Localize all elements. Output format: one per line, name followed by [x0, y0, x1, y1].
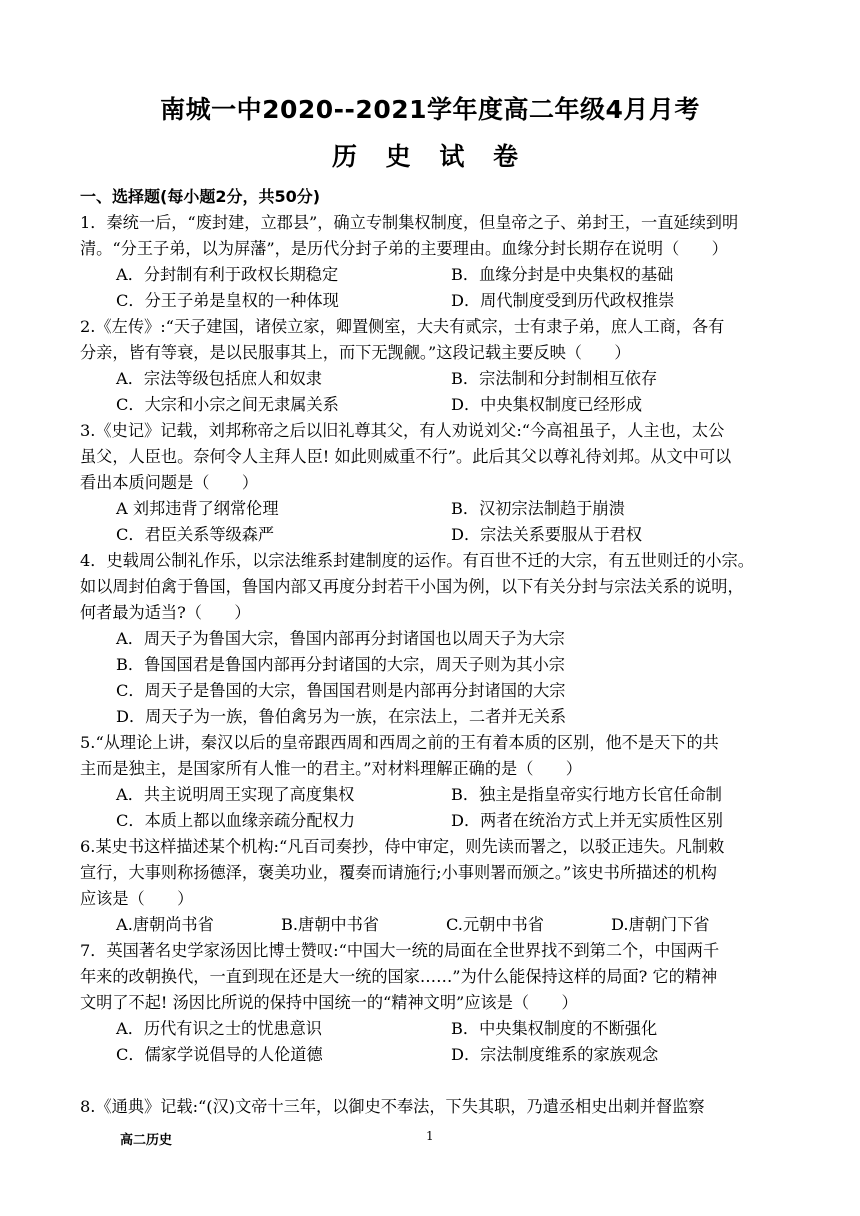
option-b: B．独主是指皇帝实行地方长官任命制	[451, 785, 722, 804]
option-d: D．宗法关系要服从于君权	[451, 525, 643, 544]
option-d: D．周天子为一族，鲁伯禽另为一族，在宗法上，二者并无关系	[116, 707, 567, 726]
option-a: A．周天子为鲁国大宗，鲁国内部再分封诸国也以周天子为大宗	[116, 629, 565, 648]
question-4	[80, 548, 785, 730]
option-d: D．中央集权制度已经形成	[451, 395, 643, 414]
option-a: A．分封制有利于政权长期稳定	[116, 265, 339, 284]
option-b: B．汉初宗法制趋于崩溃	[451, 499, 625, 518]
option-a: A．宗法等级包括庶人和奴隶	[116, 369, 322, 388]
option-a: A.唐朝尚书省	[116, 915, 214, 934]
option-group	[80, 262, 785, 314]
question-stem-line: 主而是独主，是国家所有人惟一的君主。”对材料理解正确的是（ ）	[80, 759, 582, 778]
question-stem-line: 2.《左传》:“天子建国，诸侯立家，卿置侧室，大夫有贰宗，士有隶子弟，庶人工商，各有	[80, 317, 725, 336]
option-c: C．本质上都以血缘亲疏分配权力	[116, 811, 356, 830]
option-b: B.唐朝中书省	[281, 915, 379, 934]
question-stem-line: 3.《史记》记载，刘邦称帝之后以旧礼尊其父，有人劝说刘父:“今高祖虽子，人主也，太公	[80, 421, 725, 440]
question-1	[80, 210, 785, 314]
question-stem-line: 8.《通典》记载:“(汉)文帝十三年，以御史不奉法，下失其职，乃遣丞相史出刺并督监察	[80, 1097, 705, 1116]
option-c: C．大宗和小宗之间无隶属关系	[116, 395, 339, 414]
question-stem-line: 文明了不起! 汤因比所说的保持中国统一的“精神文明”应该是（ ）	[80, 993, 578, 1012]
question-stem-line: 应该是（ ）	[80, 889, 194, 908]
question-5	[80, 730, 785, 834]
question-stem-line: 如以周封伯禽于鲁国，鲁国内部又再度分封若干小国为例，以下有关分封与宗法关系的说明，	[80, 577, 744, 596]
exam-content	[80, 184, 785, 1120]
section-heading: 一、选择题(每小题2分，共50分)	[80, 187, 321, 206]
question-stem-line: 5.“从理论上讲，秦汉以后的皇帝跟西周和西周之前的王有着本质的区别，他不是天下的共	[80, 733, 719, 752]
option-a: A．历代有识之士的忧患意识	[116, 1019, 322, 1038]
option-d: D．宗法制度维系的家族观念	[451, 1045, 659, 1064]
question-7	[80, 938, 785, 1068]
option-group	[80, 626, 785, 730]
question-stem-line: 4．史载周公制礼作乐，以宗法维系封建制度的运作。有百世不迁的大宗，有五世则迁的小宗。	[80, 551, 754, 570]
option-c: C．君臣关系等级森严	[116, 525, 275, 544]
question-8	[80, 1094, 785, 1120]
option-group	[80, 912, 785, 938]
question-stem-line: 看出本质问题是（ ）	[80, 473, 259, 492]
option-c: C．周天子是鲁国的大宗，鲁国国君则是内部再分封诸国的大宗	[116, 681, 566, 700]
question-stem-line: 7．英国著名史学家汤因比博士赞叹:“中国大一统的局面在全世界找不到第二个，中国两千	[80, 941, 720, 960]
option-a: A．共主说明周王实现了高度集权	[116, 785, 355, 804]
footer-page-number: 1	[426, 1129, 434, 1143]
question-stem-line: 何者最为适当?（ ）	[80, 603, 251, 622]
exam-title: 南城一中2020--2021学年度高二年级4月月考	[160, 95, 700, 124]
question-stem-line: 虽父，人臣也。奈何令人主拜人臣! 如此则威重不行”。此后其父以尊礼待刘邦。从文中可以	[80, 447, 732, 466]
question-stem-line: 分亲，皆有等衰，是以民服事其上，而下无觊觎。”这段记载主要反映（ ）	[80, 343, 631, 362]
option-c: C．分王子弟是皇权的一种体现	[116, 291, 339, 310]
option-b: B．鲁国国君是鲁国内部再分封诸国的大宗，周天子则为其小宗	[116, 655, 565, 674]
option-group	[80, 366, 785, 418]
option-a: A 刘邦违背了纲常伦理	[116, 499, 279, 518]
option-c: C．儒家学说倡导的人伦道德	[116, 1045, 323, 1064]
question-stem-line: 年来的改朝换代，一直到现在还是大一统的国家……”为什么能保持这样的局面? 它的精神	[80, 967, 718, 986]
option-b: B．宗法制和分封制相互依存	[451, 369, 658, 388]
question-2	[80, 314, 785, 418]
question-6	[80, 834, 785, 938]
option-d: D．两者在统治方式上并无实质性区别	[451, 811, 723, 830]
option-d: D．周代制度受到历代政权推崇	[451, 291, 675, 310]
option-group	[80, 496, 785, 548]
question-stem-line: 宣行，大事则称扬德泽，褒美功业，覆奏而请施行;小事则署而颁之。”该史书所描述的机构	[80, 863, 717, 882]
option-group	[80, 1016, 785, 1068]
option-c: C.元朝中书省	[446, 915, 544, 934]
question-stem-line: 清。“分王子弟，以为屏藩”，是历代分封子弟的主要理由。血缘分封长期存在说明（ ）	[80, 239, 728, 258]
question-stem-line: 6.某史书这样描述某个机构:“凡百司奏抄，侍中审定，则先读而署之，以驳正违失。凡制敕	[80, 837, 725, 856]
question-stem-line: 1．秦统一后，“废封建，立郡县”，确立专制集权制度，但皇帝之子、弟封王，一直延续到明	[80, 213, 739, 232]
question-3	[80, 418, 785, 548]
option-b: B．血缘分封是中央集权的基础	[451, 265, 674, 284]
exam-subtitle: 历 史 试 卷	[331, 142, 529, 171]
option-b: B．中央集权制度的不断强化	[451, 1019, 658, 1038]
option-d: D.唐朝门下省	[611, 915, 710, 934]
spacer	[80, 1068, 785, 1094]
option-group	[80, 782, 785, 834]
footer-course: 高二历史	[120, 1133, 173, 1148]
